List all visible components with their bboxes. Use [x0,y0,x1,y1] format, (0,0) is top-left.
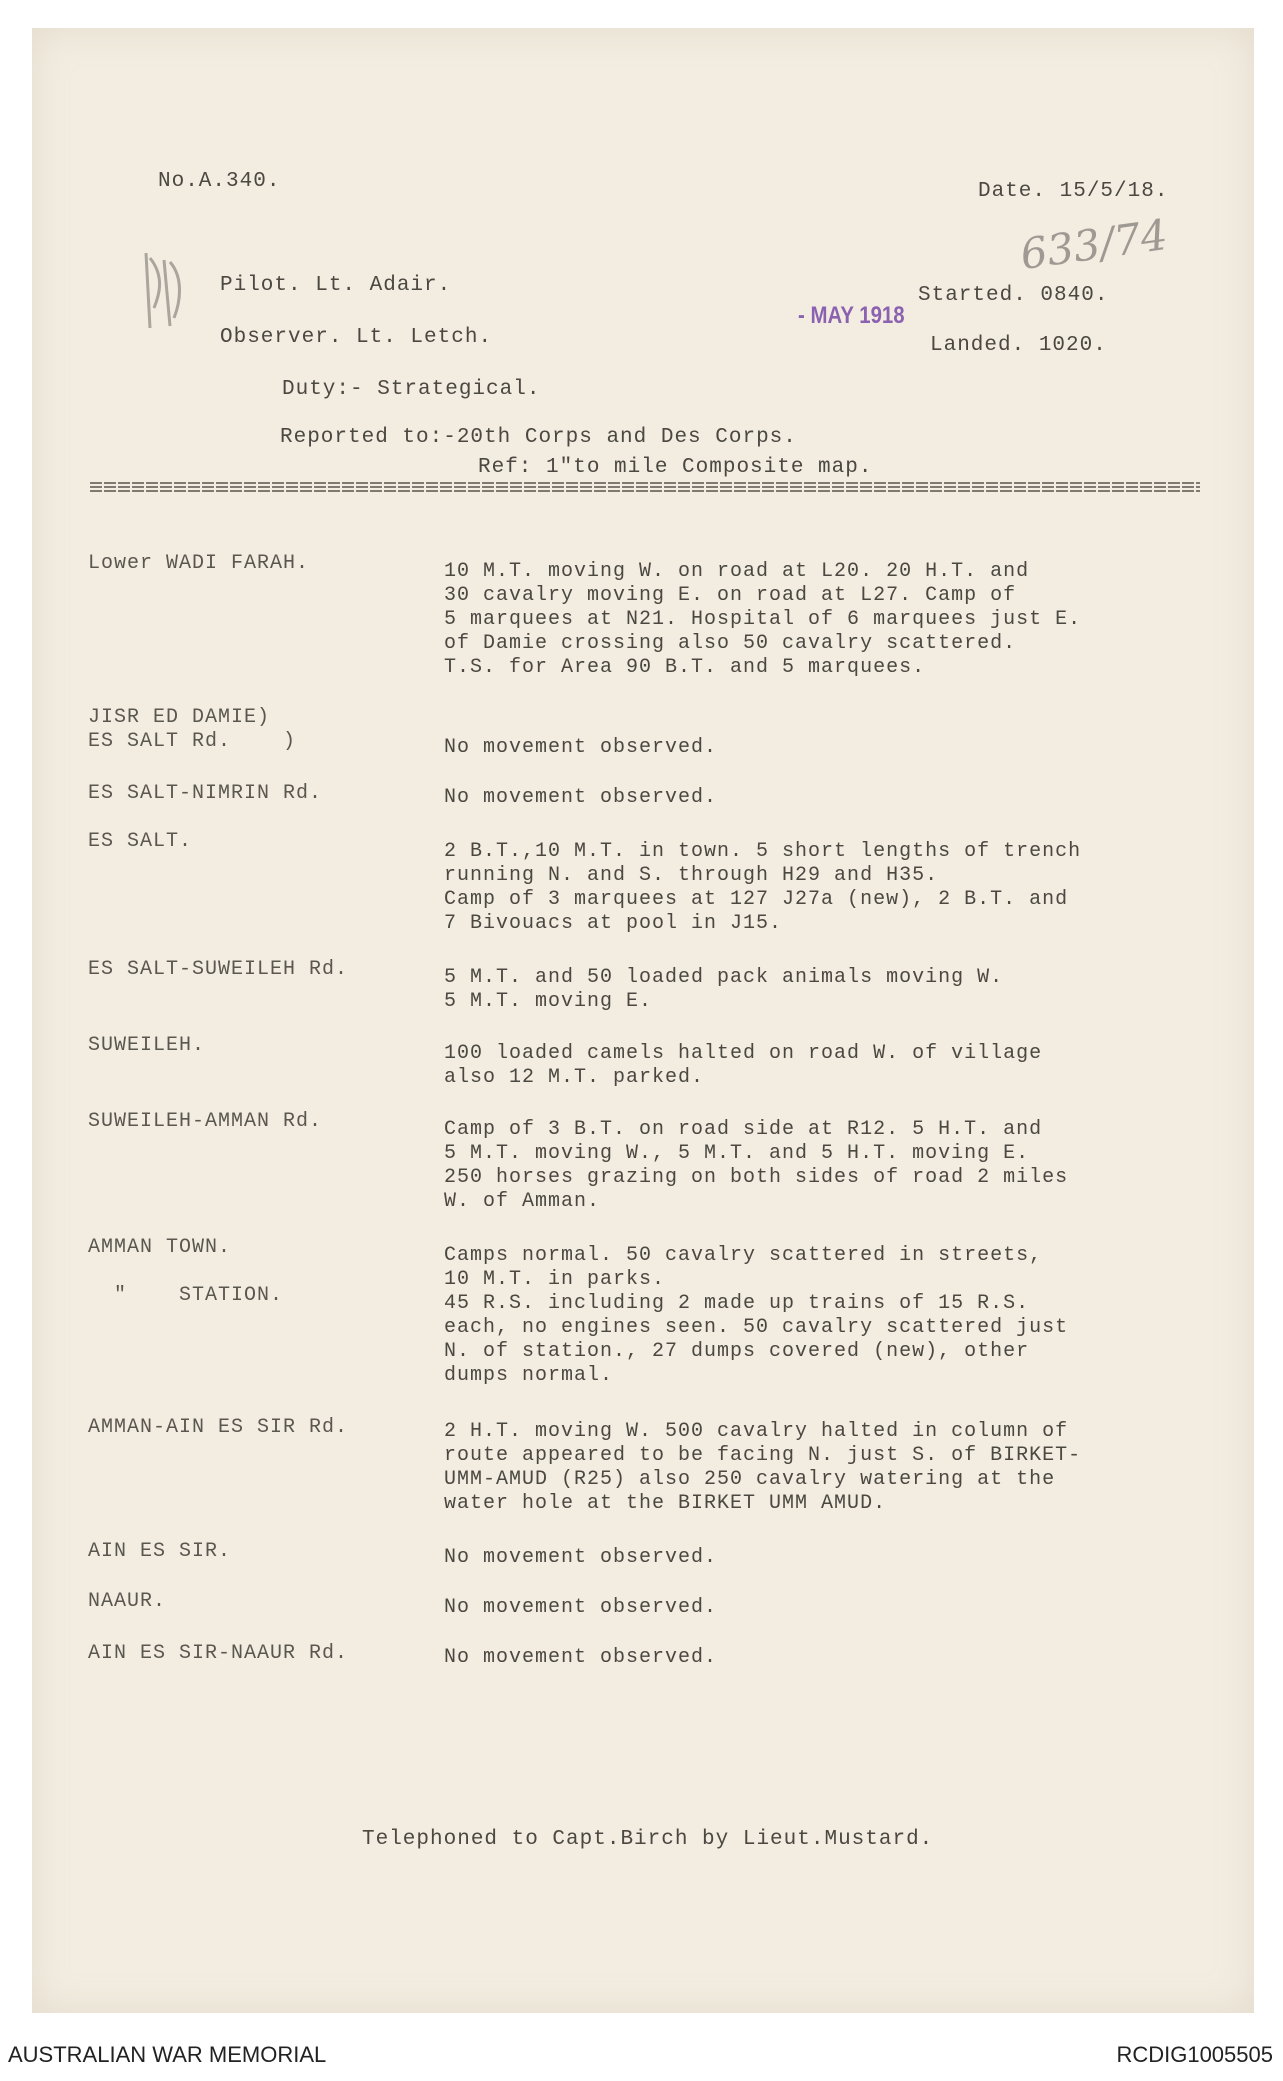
date-stamp: - MAY 1918 [798,302,905,329]
entry-location: SUWEILEH-AMMAN Rd. [88,1110,323,1133]
entry-observation: 5 M.T. and 50 loaded pack animals moving W. 5 M.T. moving E. [444,966,1004,1013]
entry-location: ES SALT. [88,830,193,853]
entry-location: AIN ES SIR. [88,1540,232,1563]
entry-location: AIN ES SIR-NAAUR Rd. [88,1642,349,1665]
handwritten-initials-mark [136,248,196,338]
reference-map-line: Ref: 1"to mile Composite map. [478,456,873,479]
observer-line: Observer. Lt. Letch. [220,326,493,349]
entry-observation: Camps normal. 50 cavalry scattered in streets, 10 M.T. in parks. 45 R.S. including 2 made up trains of 15 R.S. each, no engines seen. 50 cavalry scattered just N. of station., 27 dumps covered (new), other dumps normal. [444,1244,1069,1387]
entry-observation: No movement observed. [444,736,718,759]
handwritten-reference: 633/74 [1017,209,1171,280]
double-rule-divider [90,482,1200,492]
document-page [32,28,1254,2013]
entry-observation: No movement observed. [444,786,718,809]
institution-label: AUSTRALIAN WAR MEMORIAL [8,2042,327,2067]
report-date: Date. 15/5/18. [978,180,1169,203]
entry-location: JISR ED DAMIE) ES SALT Rd. ) [88,706,297,753]
closing-note: Telephoned to Capt.Birch by Lieut.Mustard. [362,1828,934,1851]
entry-observation: No movement observed. [444,1646,718,1669]
pilot-line: Pilot. Lt. Adair. [220,274,452,297]
entry-observation: No movement observed. [444,1546,718,1569]
entry-observation: Camp of 3 B.T. on road side at R12. 5 H.T. and 5 M.T. moving W., 5 M.T. and 5 H.T. moving E. 250 horses grazing on both sides of road 2 miles W. of Amman. [444,1118,1069,1213]
report-number: No.A.340. [158,170,281,193]
catalogue-id: RCDIG1005505 [1116,2042,1273,2067]
landed-time: Landed. 1020. [930,334,1107,357]
entry-observation: No movement observed. [444,1596,718,1619]
entry-location: ES SALT-SUWEILEH Rd. [88,958,349,981]
entry-observation: 2 B.T.,10 M.T. in town. 5 short lengths of trench running N. and S. through H29 and H35. Camp of 3 marquees at 127 J27a (new), 2 B.T. and 7 Bivouacs at pool in J15. [444,840,1082,935]
entry-location: AMMAN-AIN ES SIR Rd. [88,1416,349,1439]
entry-location: SUWEILEH. [88,1034,206,1057]
entry-location: Lower WADI FARAH. [88,552,310,575]
entry-location: ES SALT-NIMRIN Rd. [88,782,323,805]
reported-to-line: Reported to:-20th Corps and Des Corps. [280,426,797,449]
entry-observation: 100 loaded camels halted on road W. of village also 12 M.T. parked. [444,1042,1043,1089]
started-time: Started. 0840. [918,284,1109,307]
duty-line: Duty:- Strategical. [282,378,541,401]
entry-location: NAAUR. [88,1590,167,1613]
entry-observation: 2 H.T. moving W. 500 cavalry halted in column of route appeared to be facing N. just S. of BIRKET- UMM-AMUD (R25) also 250 cavalry watering at the water hole at the BIRKET UMM AMUD. [444,1420,1082,1515]
entry-location: AMMAN TOWN. " STATION. [88,1236,284,1307]
entry-observation: 10 M.T. moving W. on road at L20. 20 H.T. and 30 cavalry moving E. on road at L27. Camp of 5 marquees at N21. Hospital of 6 marquees just E. of Damie crossing also 50 cavalry scattered. T.S. for Area 90 B.T. and 5 marquees. [444,560,1082,679]
